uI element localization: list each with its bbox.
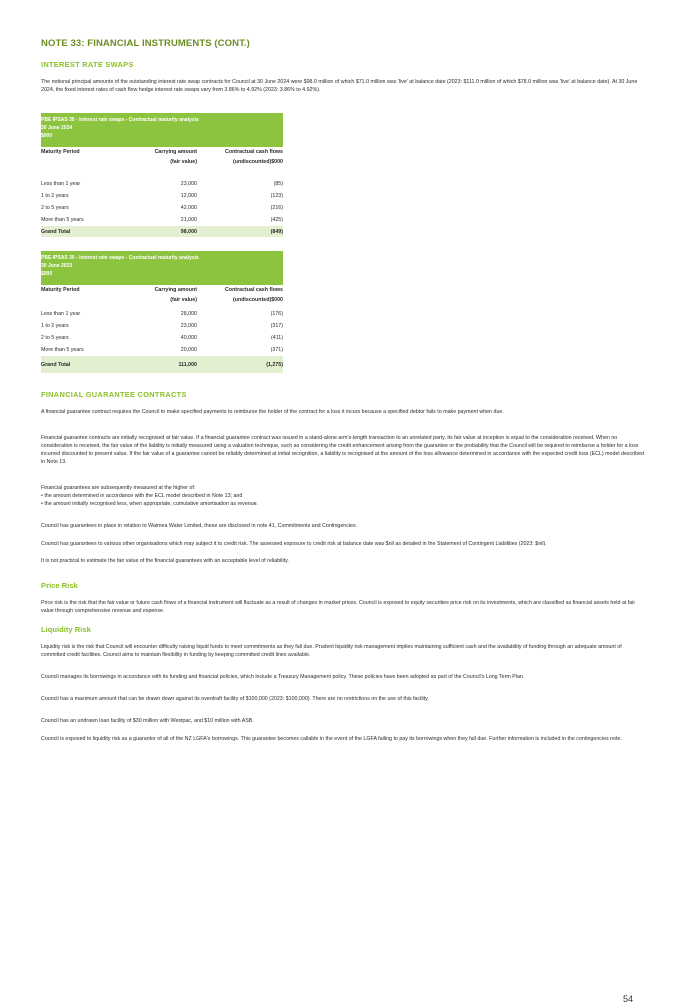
col-header-cash-sub: (undiscounted)$000	[232, 159, 283, 165]
table-row	[41, 178, 283, 190]
liquidity-risk-p5: Council is exposed to liquidity risk as a guarantor of all of the NZ LGFA's borrowings. This guarantee becomes callable in the event of the LGFA failing to pay its borrowings when they fall due. Further information is included in the contingencies note.	[41, 736, 622, 742]
table-row	[41, 190, 283, 202]
row-carrying: 23,000	[180, 323, 197, 329]
row-period: More than 5 years	[41, 347, 84, 353]
financial-guarantee-p3	[41, 484, 647, 508]
page-number: 54	[622, 994, 633, 1004]
row-carrying: 23,000	[180, 181, 197, 187]
table-row	[41, 202, 283, 214]
col-header-carrying-sub: (fair value)	[170, 297, 197, 303]
liquidity-risk-p1: Liquidity risk is the risk that Council will encounter difficulty raising liquid funds to meet commitments as they fall due. Prudent liquidity risk management implies maintaining sufficient cash and the availability of funding through an adequate amount of committed credit facilities. Council aims to maintain flexibility in funding by keeping committed credit lines available.	[41, 644, 622, 658]
col-header-carrying: Carrying amount	[154, 287, 197, 293]
financial-guarantee-p3-bullet2: • the amount initially recognised less, when appropriate, cumulative amortisation as revenue.	[41, 501, 259, 507]
maturity-table-2023	[41, 251, 647, 373]
row-period: 1 to 2 years	[41, 193, 69, 199]
grand-total-row	[41, 226, 283, 237]
financial-guarantee-p6: It is not practical to estimate the fair value of the financial guarantees with an acceptable level of reliability.	[41, 558, 289, 564]
row-cash: (176)	[270, 311, 283, 317]
row-carrying: 20,000	[180, 347, 197, 353]
table-header-row	[41, 147, 283, 159]
financial-guarantee-p4: Council has guarantees in place in relation to Waimea Water Limited, these are disclosed in note 41, Commitments and Contingencies.	[41, 523, 358, 529]
row-cash: (85)	[273, 181, 283, 187]
row-cash: (123)	[270, 193, 283, 199]
col-header-cash: Contractual cash flows	[225, 287, 283, 293]
row-cash: (216)	[270, 205, 283, 211]
note-title: NOTE 33: FINANCIAL INSTRUMENTS (CONT.)	[41, 38, 250, 49]
financial-guarantee-p2: Financial guarantee contracts are initially recognised at fair value. If a financial guarantee contract was issued in a stand-alone arm's-length transaction to an unrelated party, its fair value at inception is equal to the consideration received. When no consideration is received, the fair value of the liability is initially measured using a valuation technique, such as considering the credit enhancement arising from the guarantee or the probability that the Council will be required to reimburse a holder for a loss incurred discounted to present value. If the fair value of a guarantee cannot be reliably determined at initial recognition, a liability is recognised at the amount of the loss allowance determined in accordance with the expected credit loss (ECL) model described in Note 13.	[41, 435, 645, 465]
table-row	[41, 320, 283, 332]
row-cash: (425)	[270, 217, 283, 223]
table-row	[41, 308, 283, 320]
col-header-maturity: Maturity Period	[41, 149, 80, 155]
liquidity-risk-p3: Council has a maximum amount that can be drawn down against its overdraft facility of $100,000 (2023: $100,000). There are no restrictions on the use of this facility.	[41, 696, 429, 702]
row-cash: (411)	[271, 335, 283, 341]
band-unit: $000	[41, 133, 53, 139]
band-title: PBE IPSAS 30 - Interest rate swaps - Contractual maturity analysis	[41, 117, 199, 123]
row-carrying: 40,000	[180, 335, 197, 341]
row-cash: (371)	[270, 347, 283, 353]
col-header-carrying: Carrying amount	[154, 149, 197, 155]
grand-total-cash: (1,275)	[197, 356, 283, 373]
table-row	[41, 344, 283, 356]
row-carrying: 12,000	[180, 193, 197, 199]
row-period: 1 to 2 years	[41, 323, 69, 329]
financial-guarantee-p3-line1: Financial guarantees are subsequently measured at the higher of:	[41, 485, 196, 491]
financial-guarantee-p3-bullet1: • the amount determined in accordance with the ECL model described in Note 13; and	[41, 493, 243, 499]
grand-total-row	[41, 356, 283, 373]
row-period: Less than 1 year	[41, 181, 81, 187]
table-header-row	[41, 285, 283, 297]
liquidity-risk-p2: Council manages its borrowings in accordance with its funding and financial policies, which include a Treasury Management policy. These policies have been adopted as part of the Council's Long Term Plan.	[41, 674, 525, 680]
table-row	[41, 214, 283, 226]
document-page	[41, 38, 647, 743]
liquidity-risk-heading: Liquidity Risk	[41, 625, 91, 634]
row-cash: (317)	[270, 323, 283, 329]
maturity-table-2024	[41, 113, 647, 237]
table-band	[41, 113, 283, 147]
band-date: 30 June 2023	[41, 263, 73, 269]
row-period: 2 to 5 years	[41, 335, 69, 341]
col-header-carrying-sub: (fair value)	[170, 159, 197, 165]
table-header-row-2	[41, 159, 283, 170]
row-carrying: 42,000	[180, 205, 197, 211]
col-header-cash-sub: (undiscounted)$000	[232, 297, 283, 303]
financial-guarantee-p1: A financial guarantee contract requires the Council to make specified payments to reimburse the holder of the contract for a loss it incurs because a specified debtor fails to make payment when due.	[41, 409, 504, 415]
interest-rate-swaps-heading: INTEREST RATE SWAPS	[41, 60, 134, 69]
col-header-maturity: Maturity Period	[41, 287, 80, 293]
financial-guarantee-heading: FINANCIAL GUARANTEE CONTRACTS	[41, 390, 187, 399]
row-period: Less than 1 year	[41, 311, 81, 317]
grand-total-label: Grand Total	[41, 356, 129, 373]
grand-total-label: Grand Total	[41, 226, 129, 237]
row-period: More than 5 years	[41, 217, 84, 223]
row-period: 2 to 5 years	[41, 205, 69, 211]
grand-total-carrying: 111,000	[129, 356, 197, 373]
table-row	[41, 332, 283, 344]
row-carrying: 21,000	[180, 217, 197, 223]
grand-total-cash: (849)	[197, 226, 283, 237]
liquidity-risk-p4: Council has an undrawn loan facility of $30 million with Westpac, and $10 million with ASB.	[41, 718, 254, 724]
table-band	[41, 251, 283, 285]
band-unit: $000	[41, 271, 53, 277]
col-header-cash: Contractual cash flows	[225, 149, 283, 155]
price-risk-heading: Price Risk	[41, 581, 78, 590]
interest-rate-swaps-paragraph: The notional principal amounts of the outstanding interest rate swap contracts for Council at 30 June 2024 were $98.0 million of which $71.0 million was 'live' at balance date (2023: $111.0 million of which $78.0 million was 'live' at balance date). At 30 June 2024, the fixed interest rates of cash flow hedge interest rate swaps vary from 3.86% to 4.92% (2023: 3.86% to 4.92%).	[41, 79, 638, 93]
band-title: PBE IPSAS 30 - Interest rate swaps - Contractual maturity analysis	[41, 255, 199, 261]
row-carrying: 28,000	[180, 311, 197, 317]
band-date: 30 June 2024	[41, 125, 73, 131]
grand-total-carrying: 98,000	[129, 226, 197, 237]
table-header-row-2	[41, 297, 283, 308]
price-risk-p1: Price risk is the risk that the fair value or future cash flows of a financial instrument will fluctuate as a result of changes in market prices. Council is exposed to equity securities price risk on its investments, which are classified as financial assets held at fair value through comprehensive revenue and expense.	[41, 600, 636, 614]
financial-guarantee-p5: Council has guarantees to various other organisations which may subject it to credit risk. The assessed exposure to credit risk at balance date was $nil as detailed in the Statement of Contingent Liabilities (2023: $nil).	[41, 541, 547, 547]
